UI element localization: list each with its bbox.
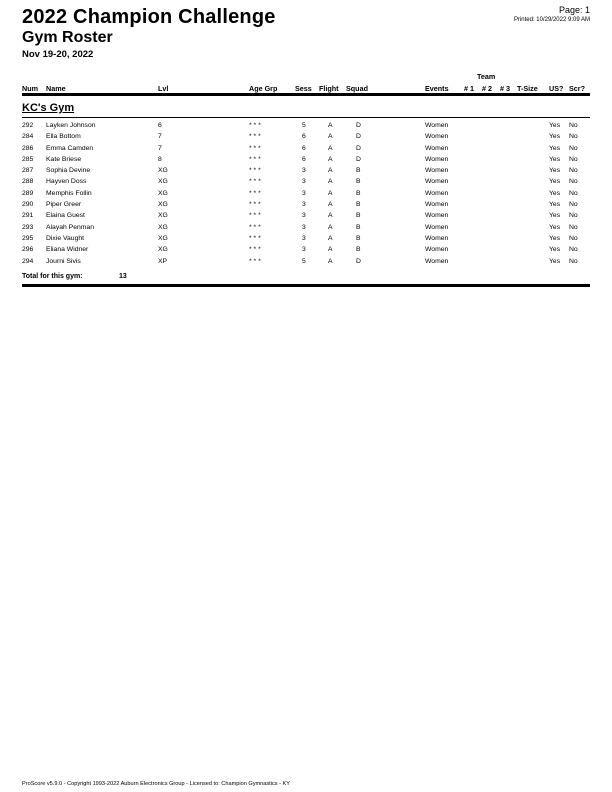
cell-flight: A xyxy=(328,155,333,163)
cell-sess: 3 xyxy=(302,167,306,175)
table-row xyxy=(0,212,612,223)
cell-num: 292 xyxy=(22,122,34,129)
cell-name: Sophia Devine xyxy=(46,167,91,175)
cell-squad: D xyxy=(356,144,361,152)
cell-num: 293 xyxy=(22,223,34,231)
cell-flight: A xyxy=(328,257,333,265)
cell-age-grp: * * * xyxy=(249,189,261,197)
cell-sess: 3 xyxy=(302,189,306,197)
cell-squad: B xyxy=(356,201,361,209)
cell-squad: D xyxy=(356,155,361,163)
column-header-team: Team xyxy=(477,72,496,81)
cell-flight: A xyxy=(328,246,333,254)
cell-flight: A xyxy=(328,234,333,242)
gym-divider xyxy=(22,117,590,118)
cell-num: 296 xyxy=(22,246,34,254)
gym-total-label: Total for this gym: xyxy=(22,273,83,280)
table-row xyxy=(0,190,612,201)
cell-us: Yes xyxy=(549,167,561,175)
cell-events: Women xyxy=(425,246,449,254)
cell-events: Women xyxy=(425,122,449,129)
cell-age-grp: * * * xyxy=(249,155,261,163)
column-header-events: Events xyxy=(425,84,449,93)
cell-us: Yes xyxy=(549,189,561,197)
cell-flight: A xyxy=(328,167,333,175)
roster-list xyxy=(0,122,612,269)
cell-events: Women xyxy=(425,223,449,231)
cell-us: Yes xyxy=(549,257,561,265)
cell-events: Women xyxy=(425,257,449,265)
cell-flight: A xyxy=(328,122,333,129)
cell-sess: 3 xyxy=(302,201,306,209)
cell-sess: 6 xyxy=(302,155,306,163)
cell-us: Yes xyxy=(549,234,561,242)
cell-sess: 5 xyxy=(302,257,306,265)
cell-events: Women xyxy=(425,189,449,197)
column-header-name: Name xyxy=(46,84,66,93)
column-header-age-grp: Age Grp xyxy=(249,84,278,93)
cell-scr: No xyxy=(569,178,578,186)
header-divider xyxy=(22,93,590,96)
column-header-team-1: # 1 xyxy=(464,84,474,93)
report-title: 2022 Champion Challenge xyxy=(22,6,276,28)
cell-num: 289 xyxy=(22,189,34,197)
cell-age-grp: * * * xyxy=(249,212,261,220)
cell-scr: No xyxy=(569,223,578,231)
printed-timestamp: Printed: 10/29/2022 9:09 AM xyxy=(513,17,590,23)
cell-events: Women xyxy=(425,155,449,163)
cell-num: 294 xyxy=(22,257,34,265)
cell-name: Hayven Doss xyxy=(46,178,87,186)
cell-squad: B xyxy=(356,234,361,242)
cell-squad: B xyxy=(356,246,361,254)
cell-age-grp: * * * xyxy=(249,167,261,175)
cell-scr: No xyxy=(569,246,578,254)
cell-scr: No xyxy=(569,144,578,152)
cell-age-grp: * * * xyxy=(249,178,261,186)
cell-events: Women xyxy=(425,178,449,186)
report-subtitle: Gym Roster xyxy=(22,29,113,46)
cell-flight: A xyxy=(328,178,333,186)
table-row xyxy=(0,201,612,212)
gym-total-value: 13 xyxy=(119,273,127,280)
table-row xyxy=(0,122,612,133)
cell-us: Yes xyxy=(549,155,561,163)
cell-num: 291 xyxy=(22,212,34,220)
cell-flight: A xyxy=(328,144,333,152)
cell-lvl: 8 xyxy=(158,155,162,163)
column-header-flight: Flight xyxy=(319,84,339,93)
cell-sess: 3 xyxy=(302,212,306,220)
cell-num: 285 xyxy=(22,155,34,163)
cell-num: 290 xyxy=(22,201,34,209)
cell-scr: No xyxy=(569,167,578,175)
cell-events: Women xyxy=(425,144,449,152)
column-header-team-2: # 2 xyxy=(482,84,492,93)
cell-age-grp: * * * xyxy=(249,246,261,254)
cell-flight: A xyxy=(328,201,333,209)
cell-scr: No xyxy=(569,189,578,197)
cell-squad: B xyxy=(356,167,361,175)
cell-scr: No xyxy=(569,155,578,163)
cell-events: Women xyxy=(425,234,449,242)
cell-scr: No xyxy=(569,234,578,242)
cell-scr: No xyxy=(569,201,578,209)
page-number: Page: 1 xyxy=(558,5,590,15)
cell-num: 284 xyxy=(22,133,34,141)
cell-events: Women xyxy=(425,133,449,141)
cell-num: 288 xyxy=(22,178,34,186)
cell-age-grp: * * * xyxy=(249,257,261,265)
meet-dates: Nov 19-20, 2022 xyxy=(22,49,94,60)
cell-scr: No xyxy=(569,122,578,129)
cell-sess: 3 xyxy=(302,246,306,254)
cell-lvl: 7 xyxy=(158,144,162,152)
cell-us: Yes xyxy=(549,122,561,129)
cell-us: Yes xyxy=(549,133,561,141)
gym-name: KC's Gym xyxy=(22,102,75,114)
cell-squad: B xyxy=(356,212,361,220)
column-header-tsize: T-Size xyxy=(517,84,538,93)
cell-sess: 6 xyxy=(302,133,306,141)
cell-lvl: 6 xyxy=(158,122,162,129)
cell-name: Elaina Guest xyxy=(46,212,85,220)
cell-lvl: XG xyxy=(158,246,168,254)
cell-name: Alayah Penman xyxy=(46,223,94,231)
copyright-footer: ProScore v5.9.0 - Copyright 1993-2022 Auburn Electronics Group - Licensed to: Champion Gymnastics - KY xyxy=(22,781,291,787)
cell-name: Dixie Vaught xyxy=(46,234,85,242)
cell-events: Women xyxy=(425,212,449,220)
cell-squad: B xyxy=(356,223,361,231)
table-row xyxy=(0,178,612,189)
column-header-scr: Scr? xyxy=(569,84,585,93)
cell-num: 287 xyxy=(22,167,34,175)
cell-scr: No xyxy=(569,257,578,265)
cell-age-grp: * * * xyxy=(249,223,261,231)
cell-squad: D xyxy=(356,122,361,129)
cell-sess: 3 xyxy=(302,178,306,186)
cell-squad: D xyxy=(356,257,361,265)
cell-lvl: 7 xyxy=(158,133,162,141)
table-row xyxy=(0,246,612,257)
cell-sess: 6 xyxy=(302,144,306,152)
cell-age-grp: * * * xyxy=(249,133,261,141)
cell-sess: 3 xyxy=(302,223,306,231)
cell-events: Women xyxy=(425,201,449,209)
cell-flight: A xyxy=(328,189,333,197)
column-header-us: US? xyxy=(549,84,564,93)
cell-lvl: XG xyxy=(158,167,168,175)
table-row xyxy=(0,156,612,167)
cell-name: Journi Sivis xyxy=(46,257,81,265)
cell-name: Memphis Follin xyxy=(46,189,92,197)
cell-lvl: XG xyxy=(158,212,168,220)
column-header-lvl: Lvl xyxy=(158,84,169,93)
table-row xyxy=(0,235,612,246)
column-header-team-3: # 3 xyxy=(500,84,510,93)
cell-us: Yes xyxy=(549,178,561,186)
cell-lvl: XG xyxy=(158,223,168,231)
table-row xyxy=(0,133,612,144)
cell-sess: 5 xyxy=(302,122,306,129)
cell-age-grp: * * * xyxy=(249,234,261,242)
cell-us: Yes xyxy=(549,246,561,254)
column-header-squad: Squad xyxy=(346,84,368,93)
cell-name: Emma Camden xyxy=(46,144,94,152)
cell-flight: A xyxy=(328,223,333,231)
column-header-sess: Sess xyxy=(295,84,312,93)
cell-lvl: XG xyxy=(158,178,168,186)
cell-lvl: XG xyxy=(158,189,168,197)
cell-name: Kate Briese xyxy=(46,155,82,163)
total-divider xyxy=(22,284,590,287)
cell-flight: A xyxy=(328,212,333,220)
cell-name: Piper Greer xyxy=(46,201,82,209)
cell-squad: B xyxy=(356,189,361,197)
cell-squad: D xyxy=(356,133,361,141)
table-row xyxy=(0,167,612,178)
cell-squad: B xyxy=(356,178,361,186)
cell-age-grp: * * * xyxy=(249,201,261,209)
cell-flight: A xyxy=(328,133,333,141)
cell-num: 286 xyxy=(22,144,34,152)
cell-age-grp: * * * xyxy=(249,144,261,152)
cell-events: Women xyxy=(425,167,449,175)
table-row xyxy=(0,224,612,235)
cell-name: Layken Johnson xyxy=(46,122,96,129)
table-row xyxy=(0,145,612,156)
cell-lvl: XP xyxy=(158,257,168,265)
cell-lvl: XG xyxy=(158,234,168,242)
cell-us: Yes xyxy=(549,212,561,220)
cell-scr: No xyxy=(569,212,578,220)
cell-sess: 3 xyxy=(302,234,306,242)
table-row xyxy=(0,258,612,269)
cell-us: Yes xyxy=(549,223,561,231)
cell-num: 295 xyxy=(22,234,34,242)
column-header-num: Num xyxy=(22,84,38,93)
cell-scr: No xyxy=(569,133,578,141)
cell-name: Eliana Widner xyxy=(46,246,89,254)
cell-lvl: XG xyxy=(158,201,168,209)
cell-name: Ella Bottom xyxy=(46,133,81,141)
cell-us: Yes xyxy=(549,144,561,152)
cell-age-grp: * * * xyxy=(249,122,261,129)
cell-us: Yes xyxy=(549,201,561,209)
